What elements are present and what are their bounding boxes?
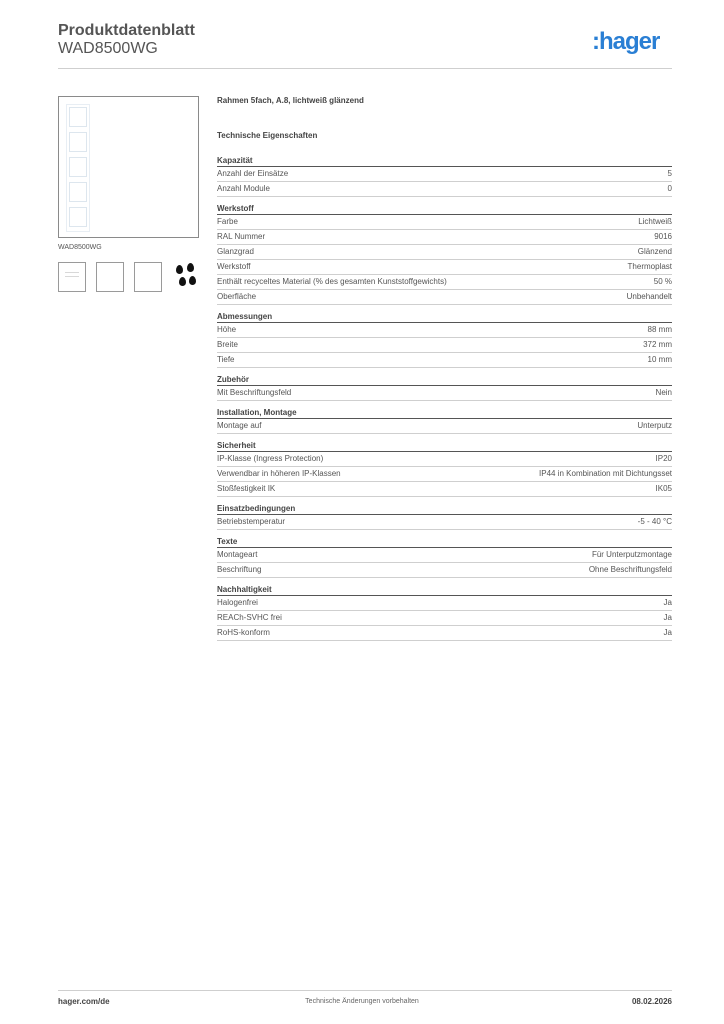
spec-label: Anzahl Module [217,184,270,193]
spec-row [217,548,672,563]
spec-label: RAL Nummer [217,232,266,241]
spec-label: Tiefe [217,355,235,364]
spec-section [217,311,672,368]
spec-row [217,482,672,497]
spec-value: Ja [663,613,672,622]
spec-value: Ja [663,598,672,607]
spec-value: Für Unterputzmontage [591,550,672,559]
spec-row [217,167,672,182]
spec-label: Montageart [217,550,258,559]
spec-label: Mit Beschriftungsfeld [217,388,292,397]
spec-row [217,353,672,368]
spec-value: IP20 [655,454,672,463]
spec-section [217,155,672,197]
spec-row [217,515,672,530]
spec-label: Breite [217,340,238,349]
section-title: Installation, Montage [217,407,672,419]
spec-label: Betriebstemperatur [217,517,286,526]
spec-row [217,467,672,482]
spec-value: 0 [667,184,672,193]
spec-label: REACh-SVHC frei [217,613,282,622]
spec-row [217,245,672,260]
spec-label: Enthält recyceltes Material (% des gesamten Kunststoffgewichts) [217,277,447,286]
spec-row [217,260,672,275]
spec-table [217,155,672,647]
spec-value: Thermoplast [627,262,672,271]
spec-label: Farbe [217,217,238,226]
frame-cell [69,107,87,127]
spec-section [217,374,672,401]
frame-cell [69,157,87,177]
spec-section [217,407,672,434]
spec-label: Halogenfrei [217,598,258,607]
frame-graphic [66,104,90,232]
thumbnail-blank[interactable] [134,262,162,292]
section-title: Nachhaltigkeit [217,584,672,596]
spec-value: -5 - 40 °C [637,517,672,526]
product-number: WAD8500WG [58,40,158,57]
spec-value: 10 mm [647,355,672,364]
thumbnail-line [65,276,79,277]
spec-value: IP44 in Kombination mit Dichtungsset [539,469,672,478]
water-drops-icon[interactable] [174,262,198,292]
spec-value: Unbehandelt [626,292,672,301]
spec-label: Stoßfestigkeit IK [217,484,276,493]
spec-row [217,563,672,578]
spec-row [217,215,672,230]
section-title: Einsatzbedingungen [217,503,672,515]
thumbnail-frame[interactable] [58,262,86,292]
spec-label: Montage auf [217,421,262,430]
frame-cell [69,207,87,227]
spec-value: 88 mm [647,325,672,334]
spec-row [217,611,672,626]
spec-label: Beschriftung [217,565,262,574]
spec-label: Höhe [217,325,237,334]
spec-value: Glänzend [637,247,672,256]
spec-label: Oberfläche [217,292,257,301]
footer-disclaimer: Technische Änderungen vorbehalten [305,998,419,1005]
spec-row [217,182,672,197]
spec-section [217,536,672,578]
product-image[interactable] [58,96,199,238]
spec-row [217,626,672,641]
spec-row [217,452,672,467]
spec-section [217,440,672,497]
spec-label: Anzahl der Einsätze [217,169,289,178]
spec-value: Ja [663,628,672,637]
spec-section [217,203,672,305]
frame-cell [69,132,87,152]
spec-value: 372 mm [643,340,672,349]
spec-heading: Technische Eigenschaften [217,131,318,140]
header-divider [58,68,672,69]
section-title: Texte [217,536,672,548]
spec-row [217,230,672,245]
footer-divider [58,990,672,991]
spec-value: 50 % [653,277,672,286]
spec-value: 5 [667,169,672,178]
section-title: Werkstoff [217,203,672,215]
footer-date: 08.02.2026 [631,997,672,1006]
thumbnail-line [65,272,79,273]
spec-value: Nein [655,388,672,397]
spec-label: Werkstoff [217,262,251,271]
section-title: Zubehör [217,374,672,386]
hager-logo[interactable]: :hager [592,28,660,55]
spec-value: Ohne Beschriftungsfeld [588,565,672,574]
spec-section [217,584,672,641]
product-description: Rahmen 5fach, A.8, lichtweiß glänzend [217,96,364,105]
section-title: Abmessungen [217,311,672,323]
spec-label: Glanzgrad [217,247,254,256]
spec-value: 9016 [654,232,672,241]
spec-row [217,338,672,353]
spec-label: RoHS-konform [217,628,270,637]
spec-row [217,323,672,338]
spec-value: Lichtweiß [638,217,672,226]
image-caption: WAD8500WG [58,244,102,251]
spec-row [217,596,672,611]
section-title: Kapazität [217,155,672,167]
spec-value: Unterputz [637,421,672,430]
spec-section [217,503,672,530]
spec-row [217,290,672,305]
frame-cell [69,182,87,202]
spec-label: IP-Klasse (Ingress Protection) [217,454,324,463]
footer-website[interactable]: hager.com/de [58,997,110,1006]
spec-row [217,386,672,401]
thumbnail-blank[interactable] [96,262,124,292]
spec-value: IK05 [655,484,672,493]
section-title: Sicherheit [217,440,672,452]
spec-row [217,419,672,434]
spec-row [217,275,672,290]
spec-label: Verwendbar in höheren IP-Klassen [217,469,341,478]
page-title: Produktdatenblatt [58,22,195,39]
